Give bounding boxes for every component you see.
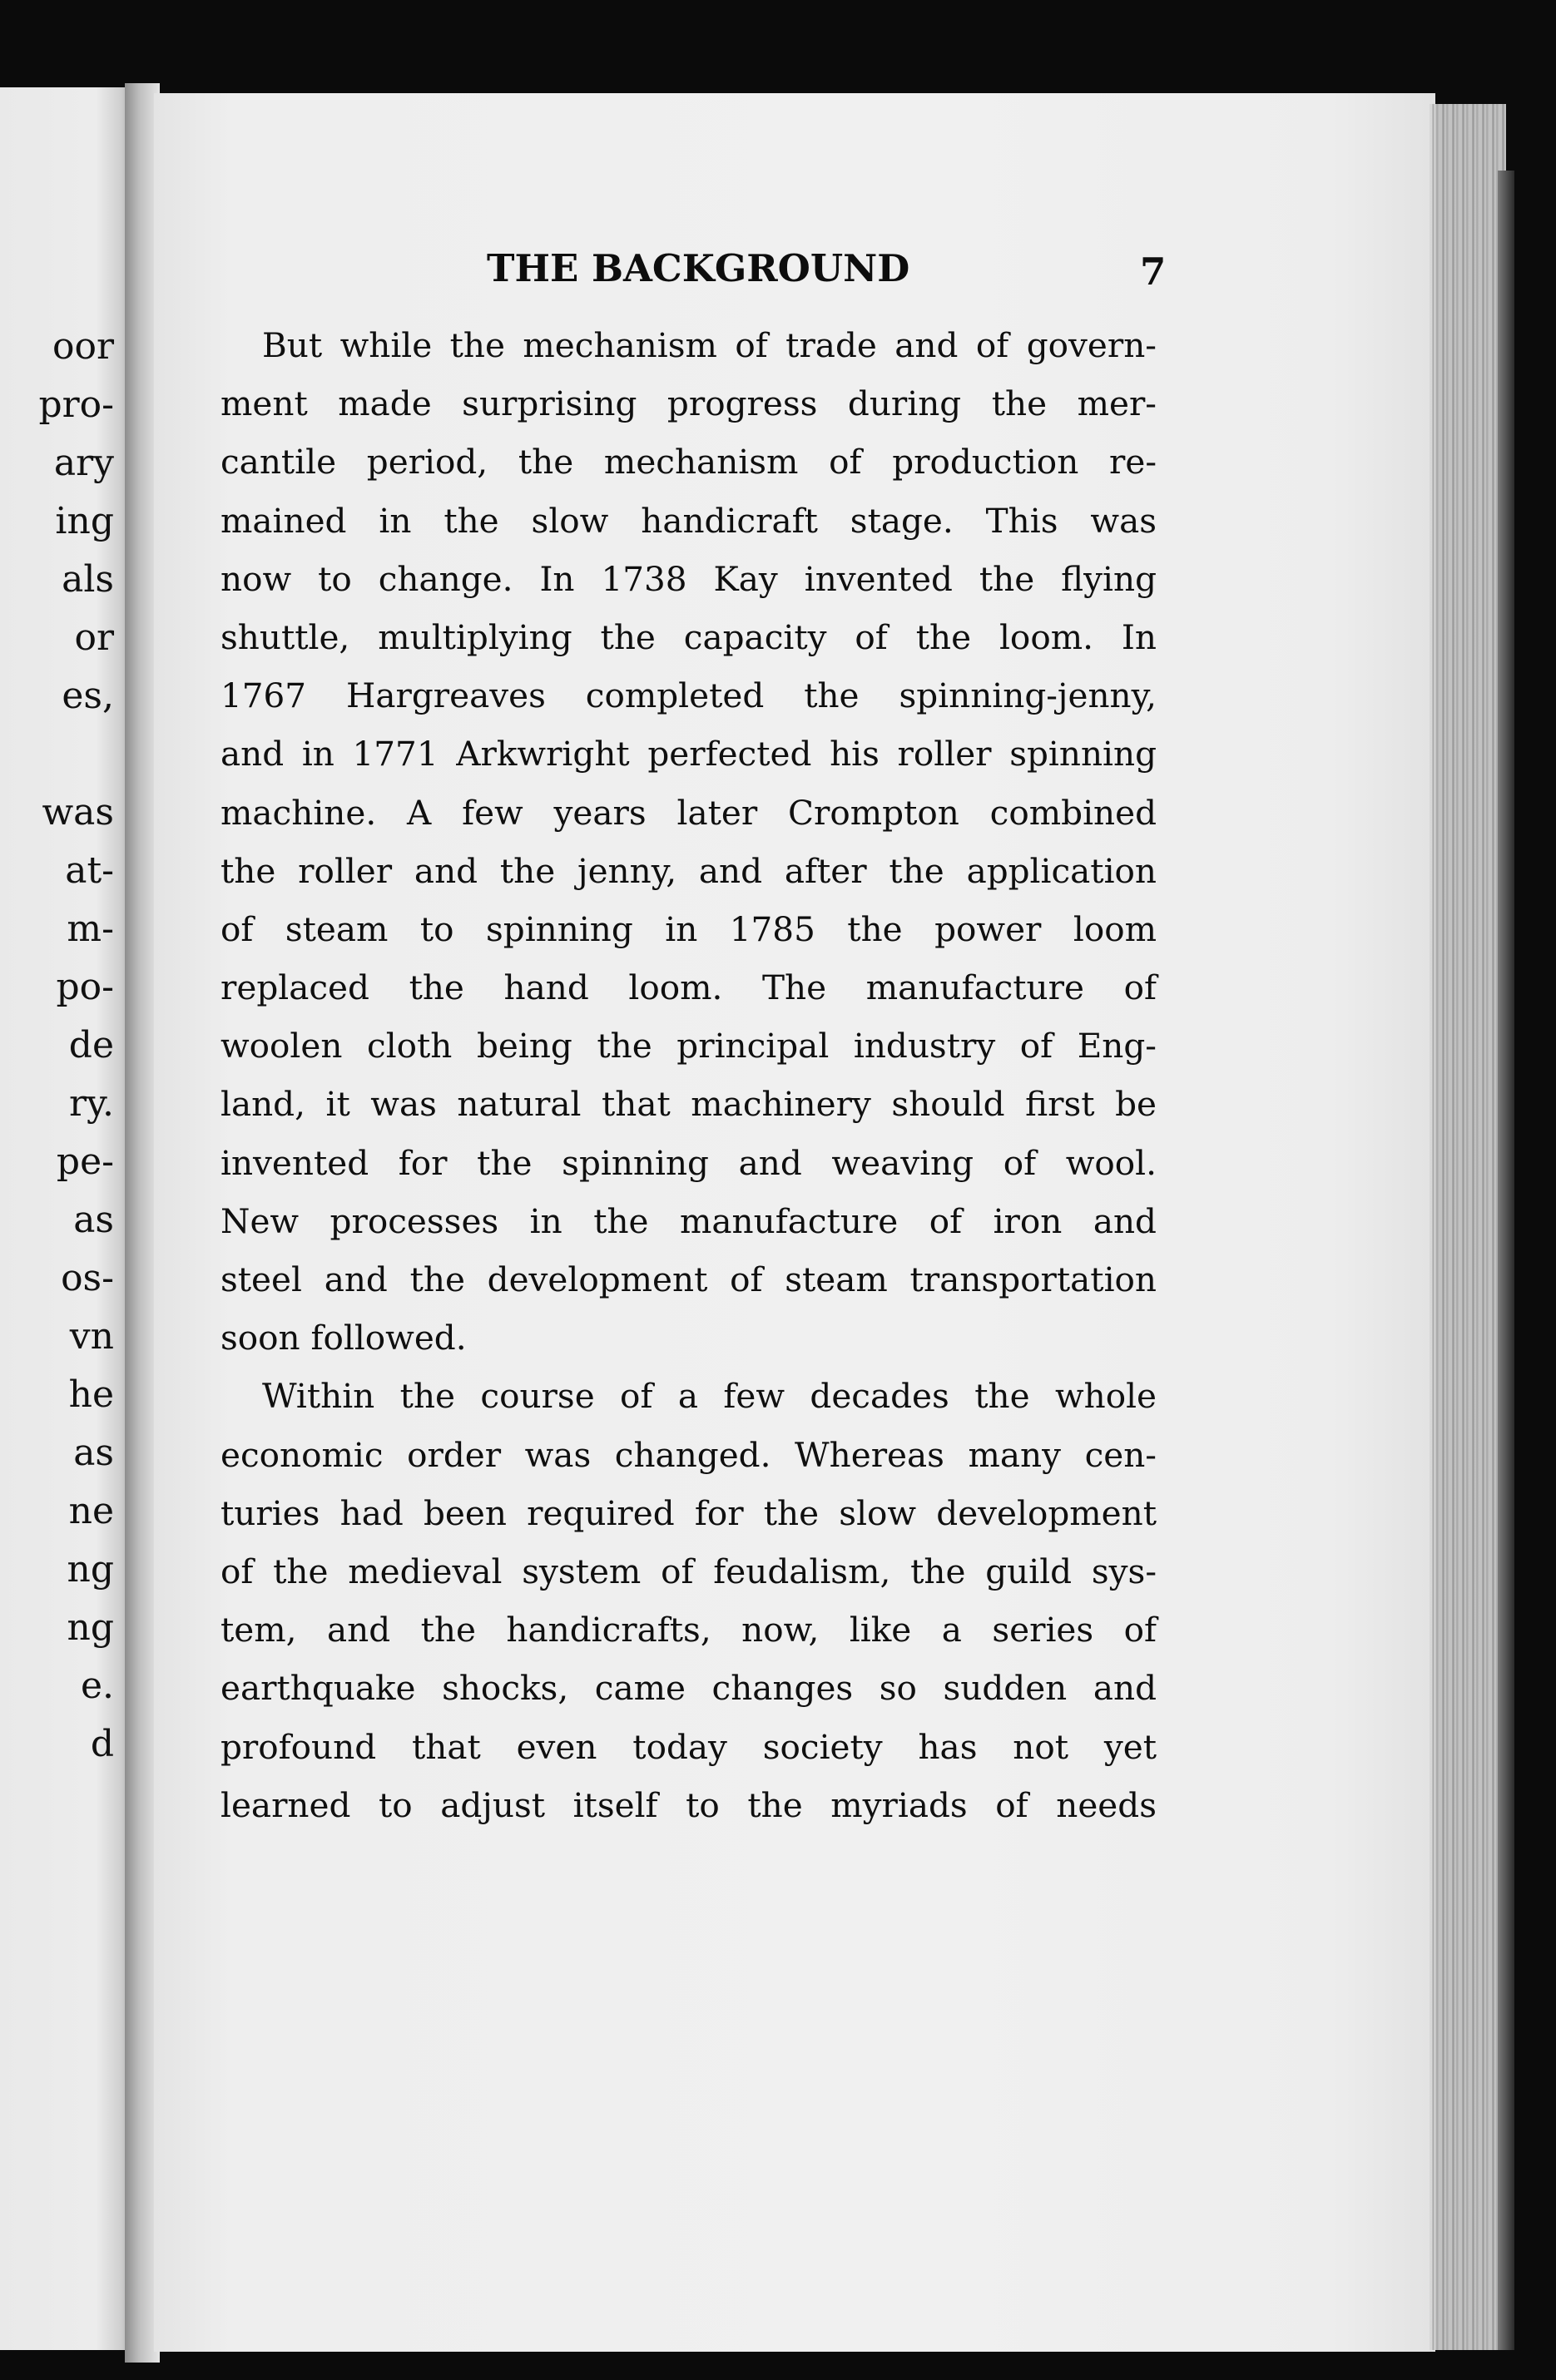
text-line: of steam to spinning in 1785 the power loom — [221, 908, 1157, 949]
facing-page-fragment: de — [68, 1024, 114, 1066]
text-line: shuttle, multiplying the capacity of the loom. In — [221, 616, 1157, 657]
text-line: But while the mechanism of trade and of govern- — [262, 325, 1157, 365]
text-line: ment made surprising progress during the mer- — [221, 383, 1157, 424]
facing-page-fragment: os- — [61, 1257, 114, 1299]
text-line: the roller and the jenny, and after the application — [221, 850, 1157, 891]
facing-page-fragment: as — [73, 1199, 114, 1241]
facing-page-fragment: e. — [80, 1665, 114, 1707]
text-line: woolen cloth being the principal industry of Eng- — [221, 1026, 1157, 1066]
facing-page-fragment: m- — [67, 908, 114, 950]
facing-page-fragment: oor — [52, 325, 114, 368]
page-edges — [1430, 104, 1506, 2350]
facing-page-left — [0, 87, 137, 2350]
text-line: cantile period, the mechanism of production re- — [221, 442, 1157, 482]
text-line: 1767 Hargreaves completed the spinning-jenny, — [221, 675, 1157, 716]
facing-page-fragment: pro- — [38, 383, 114, 426]
text-line: now to change. In 1738 Kay invented the flying — [221, 558, 1157, 599]
text-line: earthquake shocks, came changes so sudden and — [221, 1668, 1157, 1709]
facing-page-fragment: as — [73, 1432, 114, 1474]
facing-page-fragment: ne — [68, 1490, 114, 1532]
facing-page-fragment: ng — [67, 1606, 114, 1649]
text-line: land, it was natural that machinery should first be — [221, 1084, 1157, 1125]
text-line: invented for the spinning and weaving of wool. — [221, 1142, 1157, 1183]
running-head: THE BACKGROUND — [487, 246, 910, 290]
text-line: machine. A few years later Crompton combined — [221, 792, 1157, 833]
facing-page-fragment: ing — [55, 500, 114, 542]
facing-page-fragment: or — [74, 616, 114, 659]
text-line: tem, and the handicrafts, now, like a series of — [221, 1610, 1157, 1650]
text-line: soon followed. — [221, 1318, 467, 1358]
body-text — [221, 316, 1157, 1834]
text-line: steel and the development of steam transportation — [221, 1259, 1157, 1299]
facing-page-fragment: po- — [56, 966, 114, 1008]
facing-page-fragment: ng — [67, 1548, 114, 1591]
text-line: learned to adjust itself to the myriads of needs — [221, 1784, 1157, 1825]
facing-page-fragment: was — [42, 791, 114, 834]
text-line: replaced the hand loom. The manufacture of — [221, 967, 1157, 1008]
text-line: Within the course of a few decades the whole — [262, 1376, 1157, 1417]
facing-page-fragment: es, — [62, 675, 114, 717]
cover-edge — [1498, 171, 1514, 2350]
facing-page-fragment: he — [68, 1373, 114, 1416]
text-line: turies had been required for the slow development — [221, 1492, 1157, 1533]
facing-page-fragment: pe- — [56, 1141, 114, 1183]
text-line: New processes in the manufacture of iron and — [221, 1200, 1157, 1241]
facing-page-fragment: ary — [53, 442, 114, 484]
text-line: of the medieval system of feudalism, the guild sys- — [221, 1551, 1157, 1591]
facing-page-fragment: at- — [65, 849, 114, 892]
text-line: and in 1771 Arkwright perfected his roller spinning — [221, 734, 1157, 774]
text-line: profound that even today society has not yet — [221, 1726, 1157, 1767]
text-line: mained in the slow handicraft stage. This was — [221, 500, 1157, 541]
page-number: 7 — [1140, 250, 1167, 294]
facing-page-fragment: als — [62, 558, 114, 601]
text-line: economic order was changed. Whereas many cen- — [221, 1434, 1157, 1475]
facing-page-fragment: ry. — [68, 1082, 114, 1125]
facing-page-fragment: vn — [69, 1315, 114, 1358]
facing-page-fragment: d — [90, 1723, 114, 1765]
